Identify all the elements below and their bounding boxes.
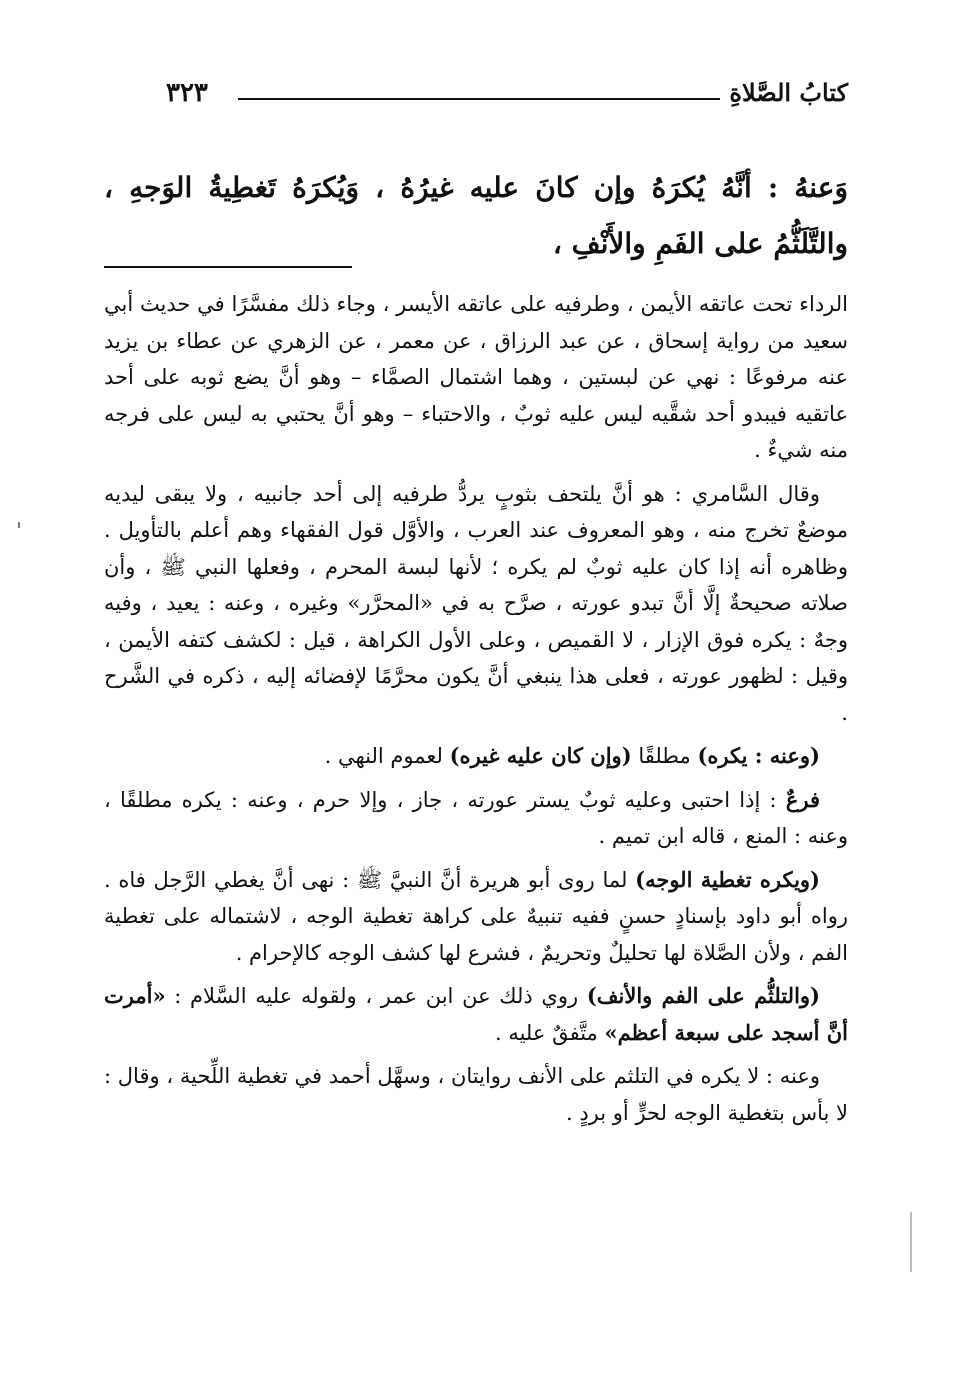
paragraph-text: لما روى أبو هريرة أنَّ النبيَّ ﷺ : نهى أنَّ يغطي الرَّجل فاه . رواه أبو داود بإسنادٍ حسنٍ ففيه تنبيهٌ على كراهة تغطية الوجه ، لاشتماله على تغطية الفم ، ولأن الصَّلاة لها تحليلٌ وتحريمٌ ، فشرع لها كشف الوجه كالإحرام . [104, 867, 848, 965]
commentary-paragraph-1: الرداء تحت عاتقه الأيمن ، وطرفيه على عاتقه الأيسر ، وجاء ذلك مفسَّرًا في حديث أبي سعيد من رواية إسحاق ، عن عبد الرزاق ، عن معمر ، عن الزهري عن عطاء بن يزيد عنه مرفوعًا : نهي عن لبستين ، وهما اشتمال الصمَّاء – وهو أنَّ يضع ثوبه على أحد عاتقيه فيبدو أحد شقَّيه ليس عليه ثوبٌ ، والاحتباء – وهو أنَّ يحتبي به ليس على فرجه منه شيءٌ . [104, 292, 848, 462]
book-title: كتابُ الصَّلاةِ [729, 78, 848, 107]
paragraph-text: لعموم النهي . [324, 744, 450, 768]
margin-mark [18, 522, 20, 528]
commentary [104, 286, 848, 1138]
header-rule [238, 98, 720, 100]
paragraph-text: متَّفقٌ عليه . [494, 1020, 605, 1045]
page-header [166, 78, 848, 118]
margin-mark [910, 1212, 912, 1272]
quoted-phrase: (وعنه : يكره) [697, 743, 820, 768]
paragraph-text: روي ذلك عن ابن عمر ، ولقوله عليه السَّلام : [165, 984, 587, 1008]
paragraph-text: مطلقًا [631, 744, 698, 768]
commentary-paragraph-6 [104, 978, 848, 1051]
quoted-phrase: (ويكره تغطية الوجه) [635, 866, 820, 892]
separator-rule [104, 266, 352, 268]
commentary-paragraph-7: وعنه : لا يكره في التلثم على الأنف روايتان ، وسهَّل أحمد في تغطية اللِّحية ، وقال : لا بأس بتغطية الوجه لحرٍّ أو بردٍ . [104, 1064, 848, 1125]
commentary-paragraph-3 [104, 738, 848, 775]
commentary-paragraph-2: وقال السَّامري : هو أنَّ يلتحف بثوبٍ يردُّ طرفيه إلى أحد جانبيه ، ولا يبقى ليديه موضعٌ تخرج منه ، وهو المعروف عند العرب ، والأوَّل قول الفقهاء وهم أعلم بالتأويل . وظاهره أنه إذا كان عليه ثوبٌ لم يكره ؛ لأنها لبسة المحرم ، وفعلها النبي ﷺ ، وأن صلاته صحيحةٌ إلَّا أنَّ تبدو عورته ، صرَّح به في «المحرَّر» وغيره ، وعنه : يعيد ، وفيه وجهٌ : يكره فوق الإزار ، لا القميص ، وعلى الأول الكراهة ، قيل : لكشف كتفه الأيمن ، وقيل : لظهور عورته ، فعلى هذا ينبغي أنَّ يكون محرَّمًا لإفضائه إليه ، ذكره في الشَّرح . [104, 481, 848, 725]
commentary-paragraph-4 [104, 782, 848, 855]
quoted-phrase: (والتلثُّم على الفم والأنف) [586, 983, 820, 1008]
commentary-paragraph-5 [104, 862, 848, 972]
hadith-quote: «أمرت أنَّ أسجد على سبعة أعظم» [104, 983, 848, 1045]
section-label: فرعٌ [785, 786, 820, 812]
quoted-phrase: (وإن كان عليه غيره) [449, 743, 632, 768]
paragraph-text: : إذا احتبى وعليه ثوبٌ يستر عورته ، جاز ، وإلا حرم ، وعنه : يكره مطلقًا ، وعنه : المنع ، قاله ابن تميم . [104, 787, 848, 848]
page-number: ٣٢٣ [166, 78, 208, 108]
main-text: وَعنهُ : أنَّهُ يُكرَهُ وإن كانَ عليه غيرُهُ ، وَيُكرَهُ تَغطِيةُ الوَجهِ ، والتَّلَثُّمُ على الفَمِ والأَنْفِ ، [104, 171, 848, 260]
